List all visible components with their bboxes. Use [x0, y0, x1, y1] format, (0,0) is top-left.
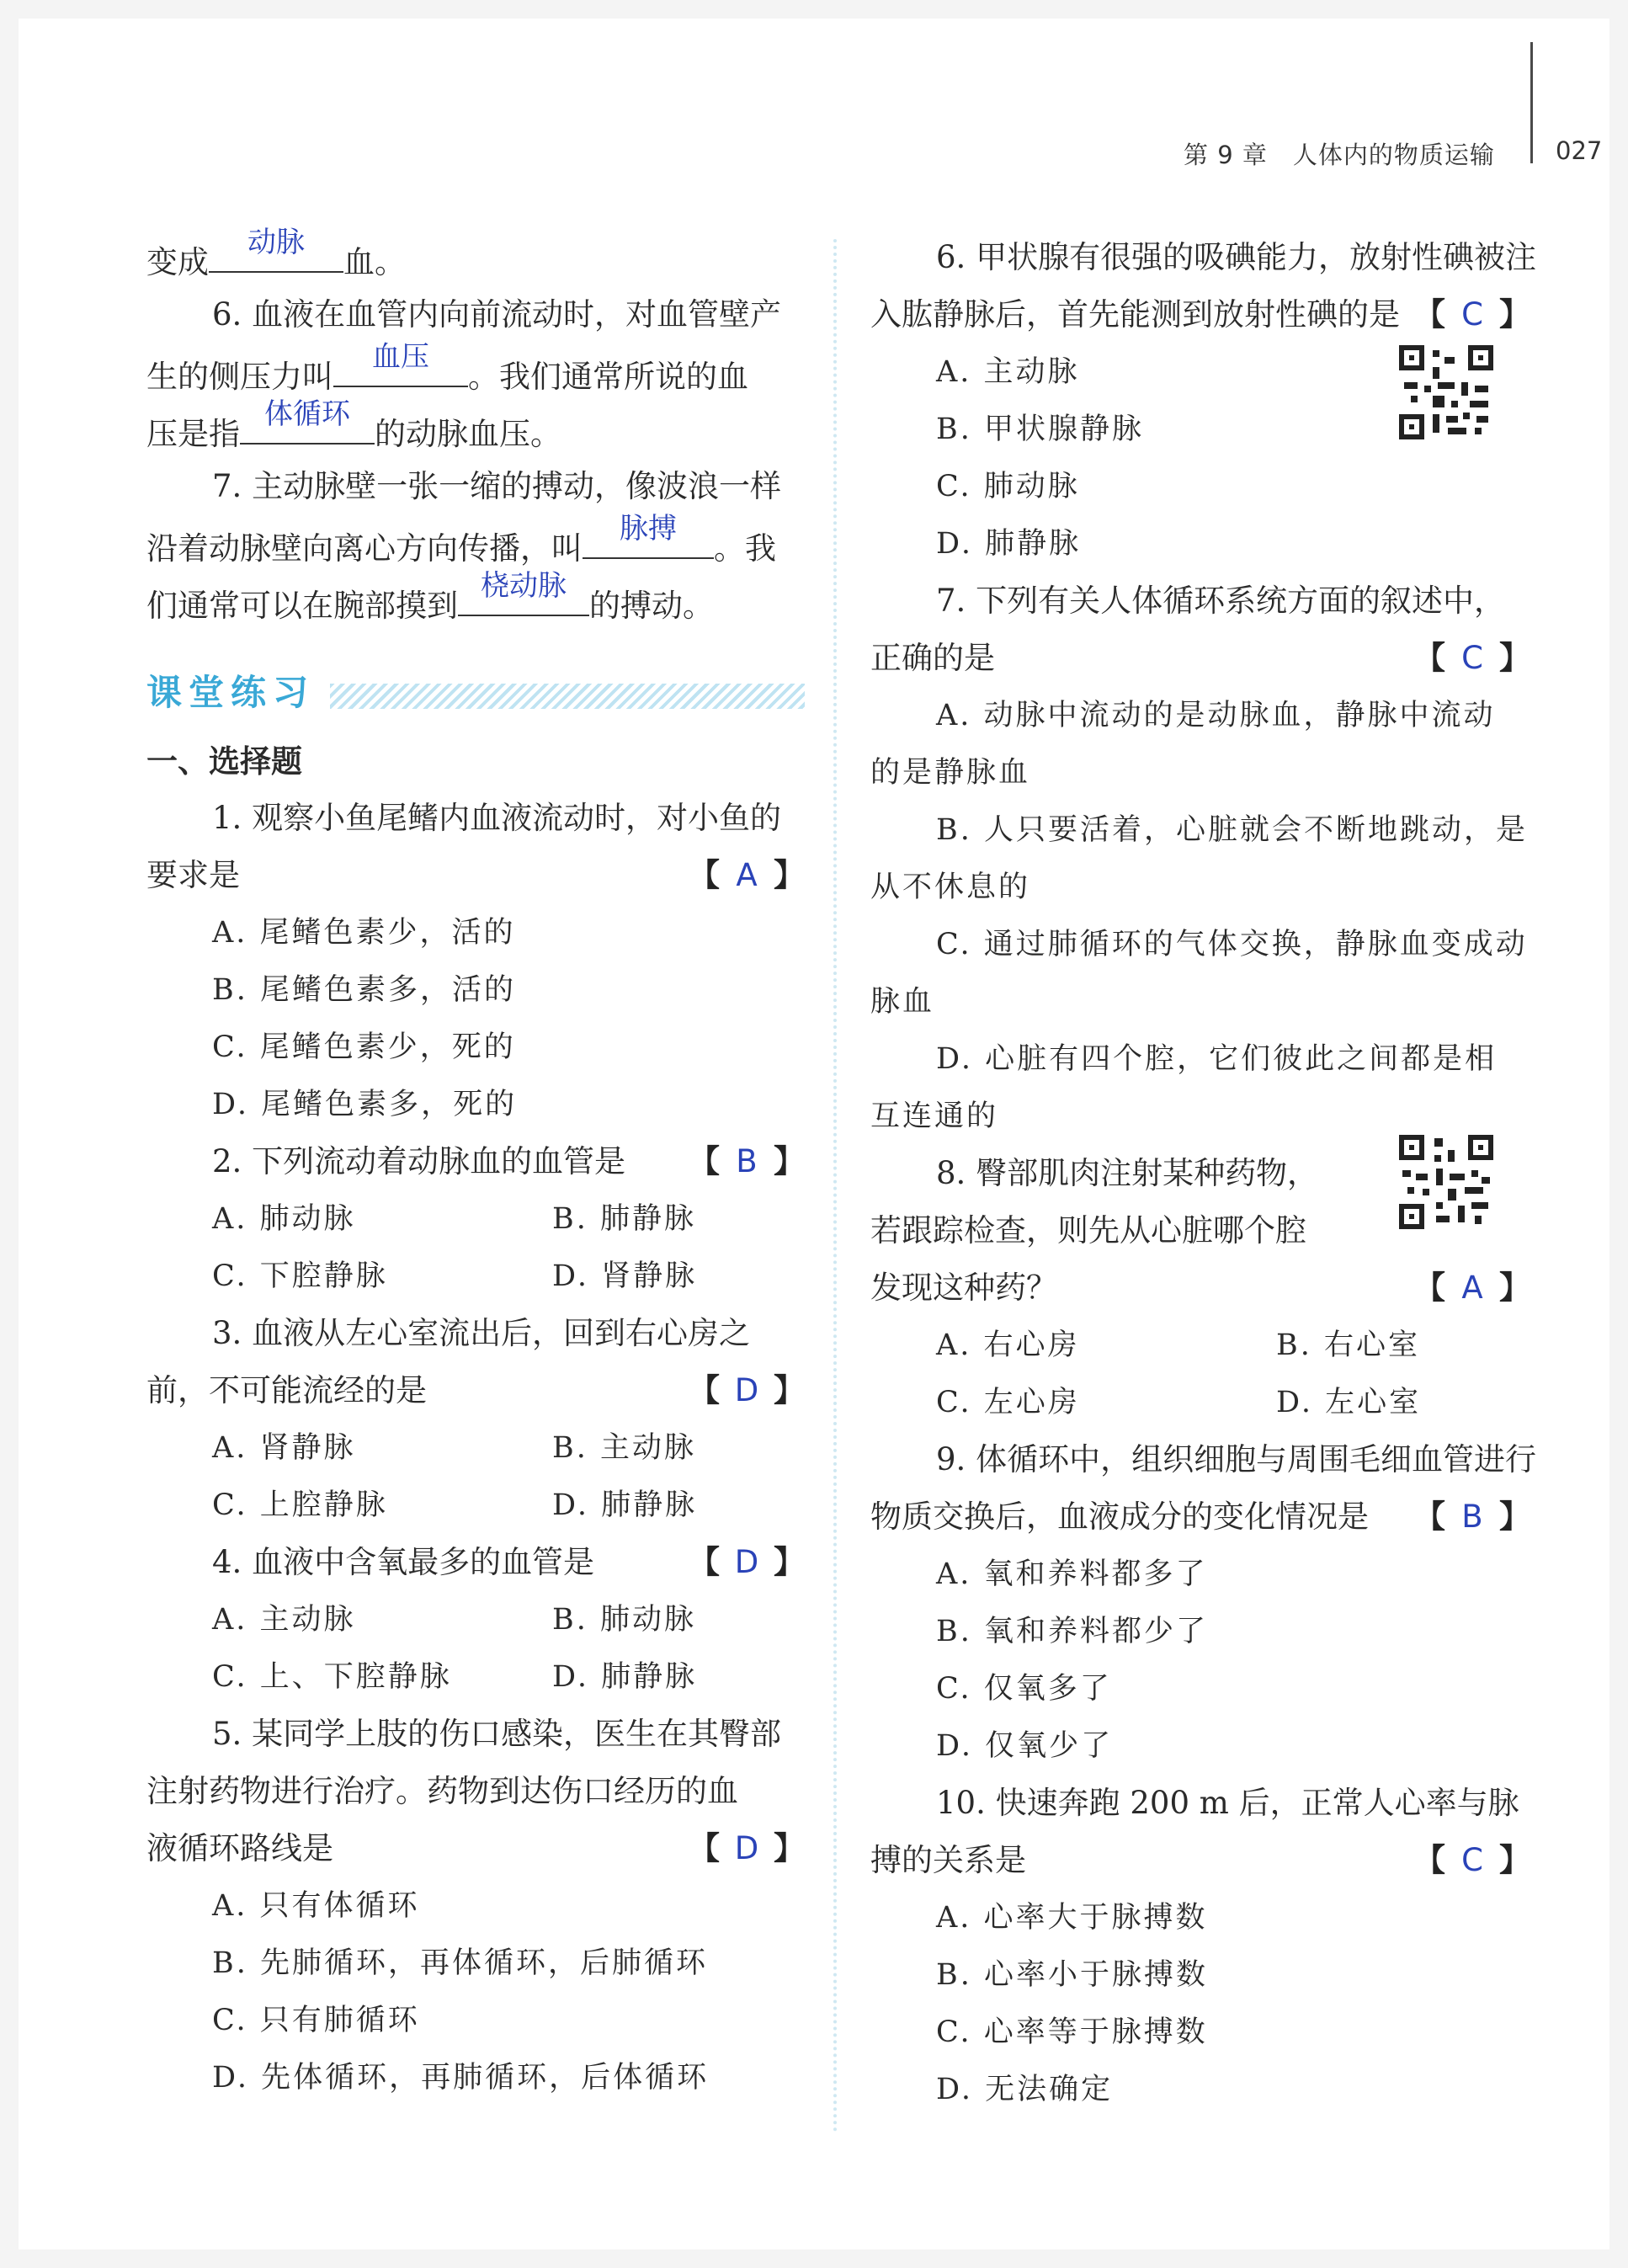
- text: 入肱静脉后，首先能测到放射性碘的是: [870, 296, 1400, 333]
- qr-code-icon[interactable]: [1399, 345, 1493, 439]
- answer-bracket: [689, 1362, 805, 1419]
- qr-finder: [1399, 1135, 1424, 1160]
- fill-item-7-line-1: 7. 主动脉壁一张一缩的搏动，像波浪一样: [212, 468, 782, 504]
- question-10-line-2: [870, 1832, 1530, 1889]
- qr-module: [1434, 1138, 1443, 1147]
- qr-module: [1404, 382, 1418, 389]
- bracket-close: 】: [1499, 640, 1530, 676]
- option: D. 先体循环，再肺循环，后体循环: [212, 2061, 710, 2095]
- option: A. 主动脉: [212, 1603, 356, 1637]
- text: 血。: [343, 244, 406, 280]
- question-8-line-2: 若跟踪检查，则先从心脏哪个腔: [870, 1212, 1306, 1248]
- bracket-open: 【: [1414, 296, 1445, 333]
- qr-module: [1436, 1169, 1443, 1185]
- bracket-open: 【: [1414, 1270, 1445, 1306]
- option: D. 肺静脉: [936, 527, 1082, 561]
- option: C. 尾鳍色素少，死的: [212, 1030, 516, 1064]
- answer-letter: D: [734, 1830, 759, 1866]
- option-row: [146, 1477, 805, 1534]
- text: 液循环路线是: [146, 1830, 333, 1866]
- option-row: [146, 1248, 805, 1305]
- answer-bracket: [689, 1133, 805, 1190]
- qr-module: [1482, 1177, 1490, 1184]
- qr-module: [1424, 386, 1431, 392]
- option: B. 肺动脉: [552, 1603, 696, 1637]
- bracket-open: 【: [689, 857, 720, 893]
- option: B. 肺静脉: [552, 1202, 696, 1236]
- option: A. 氧和养料都多了: [936, 1557, 1208, 1591]
- qr-module: [1465, 1187, 1483, 1194]
- text: 。我: [714, 530, 776, 567]
- option: D. 尾鳍色素多，死的: [212, 1088, 518, 1121]
- qr-module: [1475, 1216, 1482, 1224]
- question-8-line-1: 8. 臀部肌肉注射某种药物，: [936, 1155, 1319, 1191]
- option-row: [146, 1190, 805, 1248]
- text: 2. 下列流动着动脉血的血管是: [212, 1143, 626, 1179]
- blank-answer: 体循环: [264, 397, 350, 431]
- text: 前，不可能流经的是: [146, 1372, 427, 1408]
- qr-module: [1438, 382, 1455, 389]
- answer-bracket: [689, 1534, 805, 1591]
- fill-item-6-line-3: [146, 397, 805, 458]
- answer-letter: D: [734, 1372, 759, 1408]
- option: B. 右心室: [1276, 1328, 1420, 1362]
- fill-blank: [333, 340, 468, 387]
- option: C. 仅氧多了: [936, 1672, 1112, 1706]
- qr-module: [1450, 1174, 1465, 1180]
- option-row: [146, 1648, 805, 1706]
- option: B. 人只要活着，心脏就会不断地跳动，是: [936, 813, 1528, 847]
- answer-bracket: [689, 1820, 805, 1877]
- option: A. 肺动脉: [212, 1202, 356, 1236]
- question-8-line-3: [870, 1259, 1530, 1317]
- question-7-line-1: 7. 下列有关人体循环系统方面的叙述中，: [936, 583, 1506, 619]
- qr-finder: [1399, 1204, 1424, 1229]
- option: D. 心脏有四个腔，它们彼此之间都是相: [936, 1042, 1498, 1076]
- question-5-line-3: [146, 1820, 805, 1877]
- answer-bracket: [1414, 1832, 1530, 1889]
- option-continuation: 脉血: [870, 985, 935, 1019]
- qr-module: [1402, 1170, 1411, 1177]
- section-title: 课堂练习: [146, 672, 316, 713]
- option: D. 肺静脉: [552, 1660, 698, 1694]
- qr-module: [1407, 1187, 1414, 1194]
- option: B. 主动脉: [552, 1431, 696, 1465]
- bracket-open: 【: [689, 1830, 720, 1866]
- question-6-line-2: [870, 286, 1530, 343]
- qr-module: [1448, 1150, 1455, 1162]
- qr-finder: [1468, 345, 1493, 370]
- fill-item-7-line-2: [146, 512, 805, 572]
- bracket-close: 】: [1499, 1499, 1530, 1535]
- fill-blank: [209, 226, 343, 273]
- answer-letter: A: [736, 857, 758, 893]
- fill-item-7-line-3: [146, 569, 805, 630]
- option: A. 右心房: [936, 1328, 1080, 1362]
- question-9-line-1: 9. 体循环中，组织细胞与周围毛细血管进行: [936, 1441, 1537, 1477]
- qr-module: [1423, 1189, 1429, 1195]
- text: 们通常可以在腕部摸到: [146, 588, 458, 624]
- qr-finder: [1399, 345, 1424, 370]
- option: B. 氧和养料都少了: [936, 1615, 1208, 1648]
- qr-module: [1475, 428, 1482, 434]
- text: 压是指: [146, 416, 240, 452]
- option-row: [870, 1374, 1530, 1431]
- answer-bracket: [689, 847, 805, 904]
- question-5-line-1: 5. 某同学上肢的伤口感染，医生在其臀部: [212, 1716, 782, 1752]
- qr-module: [1436, 1216, 1450, 1222]
- chapter-header: 第 9 章 人体内的物质运输: [1184, 141, 1495, 169]
- column-divider: [833, 239, 837, 2133]
- text: 变成: [146, 244, 209, 280]
- option: C. 左心房: [936, 1386, 1080, 1419]
- text: 要求是: [146, 857, 240, 893]
- qr-module: [1448, 1189, 1456, 1201]
- bracket-open: 【: [689, 1372, 720, 1408]
- text: 。我们通常所说的血: [468, 359, 748, 395]
- option: B. 甲状腺静脉: [936, 413, 1144, 446]
- qr-finder: [1468, 1135, 1493, 1160]
- bracket-close: 】: [774, 1372, 805, 1408]
- option: D. 肺静脉: [552, 1488, 698, 1522]
- question-1-line-1: 1. 观察小鱼尾鳍内血液流动时，对小鱼的: [212, 800, 782, 836]
- left-column: [146, 226, 805, 2106]
- bracket-open: 【: [1414, 1499, 1445, 1535]
- section-stripe: [330, 684, 805, 709]
- header-divider: [1530, 42, 1533, 163]
- text: 4. 血液中含氧最多的血管是: [212, 1544, 595, 1580]
- question-9-line-2: [870, 1488, 1530, 1546]
- fill-item-6-line-1: 6. 血液在血管内向前流动时，对血管壁产: [212, 296, 782, 333]
- text: 搏的关系是: [870, 1842, 1026, 1878]
- option-continuation: 从不休息的: [870, 870, 1031, 904]
- qr-module: [1470, 401, 1488, 407]
- option-row: [146, 1591, 805, 1648]
- question-2-line-1: [146, 1133, 805, 1190]
- text: 的搏动。: [589, 588, 714, 624]
- option: B. 尾鳍色素多，活的: [212, 973, 516, 1007]
- qr-code-icon[interactable]: [1399, 1135, 1493, 1229]
- option: C. 下腔静脉: [212, 1259, 388, 1293]
- fill-blank: [458, 569, 589, 616]
- answer-bracket: [1414, 286, 1530, 343]
- option: D. 无法确定: [936, 2073, 1114, 2106]
- answer-letter: C: [1461, 640, 1483, 676]
- qr-module: [1433, 414, 1439, 433]
- question-7-line-2: [870, 630, 1530, 687]
- qr-module: [1416, 1174, 1428, 1180]
- bracket-close: 】: [1499, 296, 1530, 333]
- question-5-line-2: 注射药物进行治疗。药物到达伤口经历的血: [146, 1773, 738, 1809]
- fill-blank: [583, 512, 714, 559]
- option: C. 上、下腔静脉: [212, 1660, 452, 1694]
- text: 沿着动脉壁向离心方向传播，叫: [146, 530, 583, 567]
- answer-bracket: [1414, 630, 1530, 687]
- option: C. 只有肺循环: [212, 2004, 420, 2037]
- qr-finder: [1399, 414, 1424, 439]
- bracket-open: 【: [689, 1143, 720, 1179]
- qr-module: [1434, 1155, 1441, 1162]
- question-1-line-2: [146, 847, 805, 904]
- qr-module: [1471, 1170, 1478, 1177]
- qr-module: [1471, 1202, 1488, 1209]
- qr-module: [1448, 428, 1466, 434]
- option: D. 肾静脉: [552, 1259, 698, 1293]
- page: [19, 19, 1609, 2249]
- bracket-open: 【: [689, 1544, 720, 1580]
- qr-module: [1411, 396, 1418, 402]
- option: A. 主动脉: [936, 355, 1080, 389]
- option: C. 肺动脉: [936, 470, 1080, 503]
- subheading: 一、选择题: [146, 743, 302, 780]
- option: A. 尾鳍色素少，活的: [212, 916, 516, 950]
- option: B. 先肺循环，再体循环，后肺循环: [212, 1946, 708, 1980]
- qr-module: [1463, 413, 1470, 419]
- bracket-open: 【: [1414, 640, 1445, 676]
- text: 发现这种药？: [870, 1270, 1057, 1306]
- question-3-line-2: [146, 1362, 805, 1419]
- text: 的动脉血压。: [375, 416, 561, 452]
- intro-line: [146, 226, 805, 286]
- option: C. 上腔静脉: [212, 1488, 388, 1522]
- qr-module: [1436, 1202, 1443, 1209]
- answer-letter: B: [1461, 1499, 1483, 1535]
- blank-answer: 动脉: [247, 226, 305, 259]
- qr-module: [1444, 357, 1455, 364]
- qr-module: [1446, 416, 1458, 423]
- option-row: [870, 1317, 1530, 1374]
- qr-module: [1475, 386, 1488, 392]
- option: B. 心率小于脉搏数: [936, 1958, 1208, 1992]
- blank-answer: 脉搏: [620, 512, 677, 546]
- fill-blank: [240, 397, 375, 445]
- bracket-open: 【: [1414, 1842, 1445, 1878]
- question-4-line-1: [146, 1534, 805, 1591]
- bracket-close: 】: [774, 1544, 805, 1580]
- answer-letter: D: [734, 1544, 759, 1580]
- qr-module: [1476, 416, 1488, 423]
- option-continuation: 互连通的: [870, 1099, 999, 1133]
- option: A. 动脉中流动的是动脉血，静脉中流动: [936, 699, 1496, 732]
- question-3-line-1: 3. 血液从左心室流出后，回到右心房之: [212, 1315, 751, 1351]
- option: D. 左心室: [1276, 1386, 1422, 1419]
- section-heading: [146, 655, 805, 731]
- bracket-close: 】: [774, 857, 805, 893]
- question-6-line-1: 6. 甲状腺有很强的吸碘能力，放射性碘被注: [936, 239, 1537, 275]
- qr-module: [1461, 382, 1468, 396]
- question-10-line-1: 10. 快速奔跑 200 m 后，正常人心率与脉: [936, 1785, 1519, 1821]
- option: A. 心率大于脉搏数: [936, 1901, 1208, 1935]
- blank-answer: 桡动脉: [481, 569, 567, 603]
- bracket-close: 】: [774, 1830, 805, 1866]
- answer-letter: C: [1461, 1842, 1483, 1878]
- bracket-close: 】: [1499, 1842, 1530, 1878]
- qr-module: [1451, 401, 1458, 407]
- option: D. 仅氧少了: [936, 1729, 1114, 1763]
- answer-bracket: [1414, 1259, 1530, 1317]
- option: A. 肾静脉: [212, 1431, 356, 1465]
- qr-module: [1433, 367, 1439, 379]
- bracket-close: 】: [1499, 1270, 1530, 1306]
- answer-letter: A: [1461, 1270, 1483, 1306]
- blank-answer: 血压: [372, 340, 429, 374]
- option: C. 心率等于脉搏数: [936, 2015, 1208, 2049]
- text: 正确的是: [870, 640, 995, 676]
- fill-item-6-line-2: [146, 340, 805, 401]
- qr-module: [1433, 396, 1444, 407]
- answer-bracket: [1414, 1488, 1530, 1546]
- option-continuation: 的是静脉血: [870, 756, 1031, 790]
- answer-letter: C: [1461, 296, 1483, 333]
- option-row: [146, 1419, 805, 1477]
- text: 物质交换后，血液成分的变化情况是: [870, 1499, 1369, 1535]
- qr-module: [1433, 350, 1439, 357]
- answer-letter: B: [736, 1143, 758, 1179]
- option: A. 只有体循环: [212, 1889, 420, 1923]
- qr-module: [1458, 1206, 1465, 1222]
- option: C. 通过肺循环的气体交换，静脉血变成动: [936, 928, 1528, 961]
- text: 生的侧压力叫: [146, 359, 333, 395]
- bracket-close: 】: [774, 1143, 805, 1179]
- page-number: 027: [1556, 136, 1603, 165]
